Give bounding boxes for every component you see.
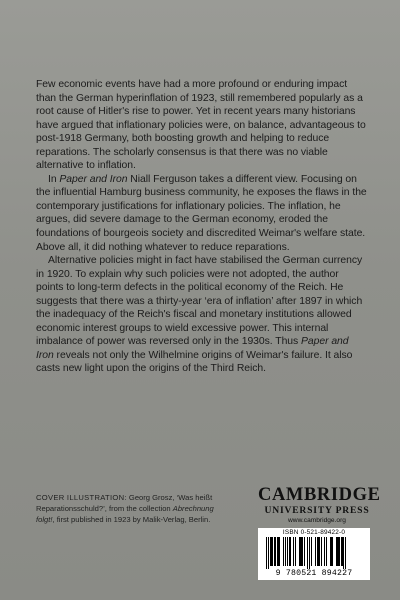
barcode-bar	[279, 537, 280, 566]
barcode-bar	[319, 537, 320, 566]
credit-label: COVER ILLUSTRATION:	[36, 493, 127, 502]
barcode-bar	[338, 537, 340, 566]
barcode-bar	[274, 537, 276, 566]
barcode-bar	[332, 537, 333, 566]
barcode-bar	[301, 537, 303, 566]
barcode-bar	[321, 537, 322, 566]
isbn-digits: 9 780521 894227	[275, 569, 353, 578]
barcode-bar	[268, 537, 269, 569]
barcode-bar	[266, 537, 267, 569]
blurb-paragraph-1-text: Few economic events have had a more profound or enduring impact than the German hyperinflation of 1923, still remembered popularly as a root cause of Hitler's rise to power. Yet in recent years many historians have argued that inflationary policies were, on balance, advantageous to post-1918 Germany, both boosting growth and helping to reduce reparations. The scholarly consensus is that there was no viable alternative to inflation.	[36, 79, 366, 172]
barcode-bar	[287, 537, 288, 566]
barcode-bar	[311, 537, 312, 566]
isbn-label: ISBN 0-521-89422-0	[282, 529, 346, 536]
blurb-paragraph-2-text: Niall Ferguson takes a different view. Focusing on the influential Hamburg business community, he exposes the flaws in the contemporary justifications for inflationary policies. The inflation, he argues, did severe damage to the German economy, eroded the foundations of bourgeois society and discredited Weimar's welfare state. Above all, it did nothing whatever to reduce reparations.	[36, 173, 367, 253]
isbn-barcode-box	[258, 528, 370, 580]
book-title-italic: Paper and Iron	[36, 336, 349, 361]
barcode-bar	[343, 537, 344, 569]
publisher-url: www.cambridge.org	[288, 517, 346, 524]
publisher-name: CAMBRIDGE	[258, 485, 381, 505]
barcode-bar	[277, 537, 279, 566]
credit-text: Georg Grosz, ‘Was heißt Reparationsschuld?’, from the collection	[36, 493, 213, 513]
barcode-bar	[315, 537, 316, 566]
barcode-bar	[299, 537, 301, 566]
barcode-bar	[283, 537, 284, 566]
barcode-bar	[272, 537, 273, 566]
barcode-bar	[309, 537, 310, 569]
barcode-bar	[293, 537, 294, 566]
blurb-paragraph-2-lead: In	[48, 173, 60, 185]
barcode-bar	[326, 537, 327, 566]
blurb-paragraph-3-text: reveals not only the Wilhelmine origins of Weimar's failure. It also casts new light upon the origins of the Third Reich.	[36, 349, 353, 375]
blurb-paragraph-2	[36, 173, 368, 254]
barcode-bar	[341, 537, 343, 566]
book-title-italic: Paper and Iron	[59, 173, 128, 185]
cover-illustration-credit	[36, 493, 226, 525]
barcode-bar	[304, 537, 305, 566]
barcode-bar	[270, 537, 272, 566]
barcode-bar	[307, 537, 308, 569]
barcode-bar	[345, 537, 346, 569]
blurb-paragraph-3-lead: Alternative policies might in fact have stabilised the German currency in 1920. To explain why such policies were not adopted, the author points to long-term defects in the political economy of the Reich. He suggests that there was a thirty-year ‘era of inflation’ after 1897 in which the inadequacy of the Reich's fiscal and monetary institutions allowed economic interest groups to wield excessive power. This internal imbalance of power was reversed only in the 1930s. Thus	[36, 255, 363, 348]
blurb-paragraph-1	[36, 78, 368, 173]
barcode-bar	[295, 537, 296, 566]
blurb-text	[36, 78, 368, 376]
credit-collection-title: Abrechnung folgt!	[36, 503, 214, 524]
barcode-bar	[317, 537, 319, 566]
blurb-paragraph-3	[36, 254, 368, 376]
barcode-bar	[285, 537, 286, 566]
barcode-bar	[324, 537, 325, 566]
barcode-bar	[289, 537, 291, 566]
publisher-subtitle: UNIVERSITY PRESS	[264, 505, 370, 516]
barcode-graphic	[264, 537, 364, 569]
publisher-logo	[258, 485, 381, 525]
credit-publication: , first published in 1923 by Malik-Verlag, Berlin.	[52, 514, 211, 524]
barcode-bar	[330, 537, 332, 566]
barcode-bar	[336, 537, 338, 566]
